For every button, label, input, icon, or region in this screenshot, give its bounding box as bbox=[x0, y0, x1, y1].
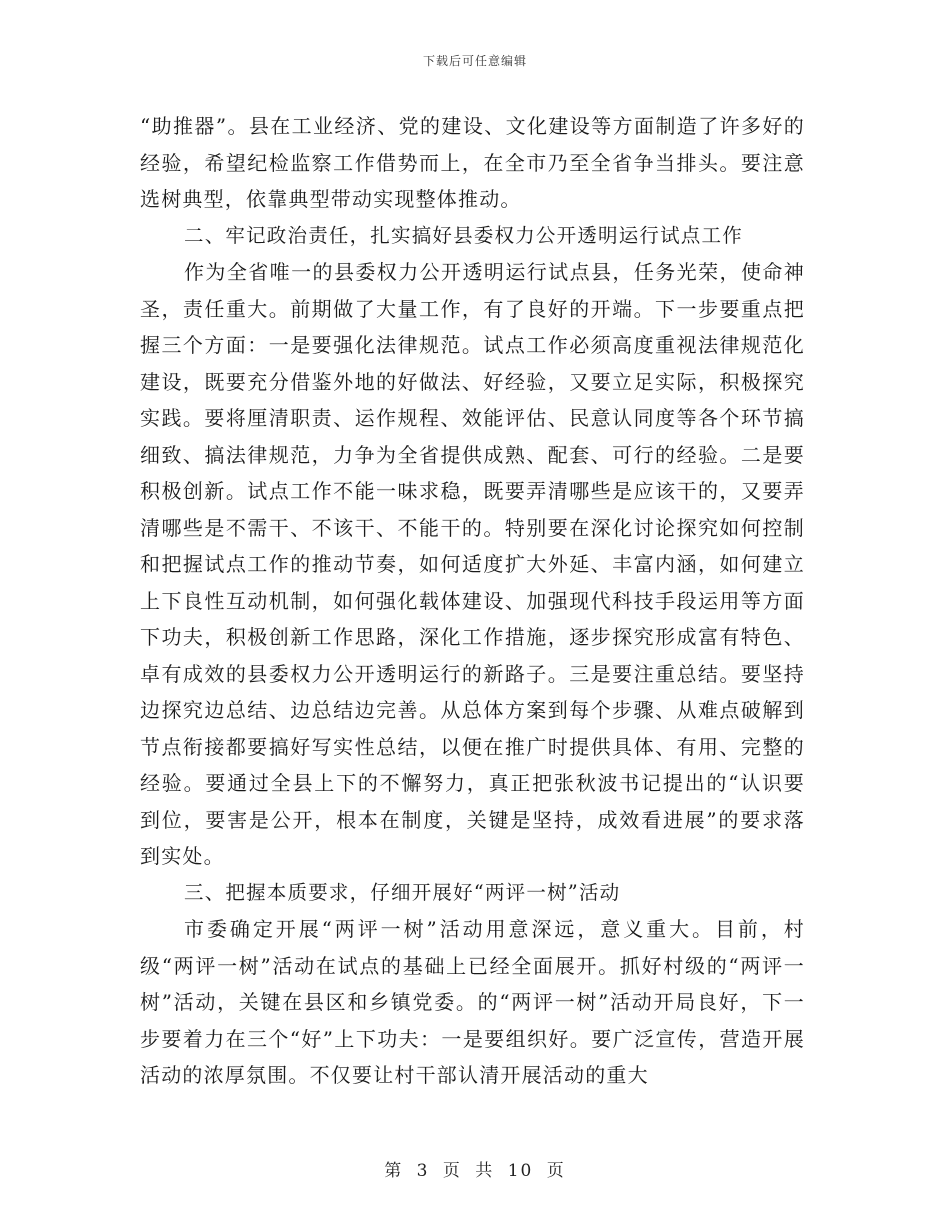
section-heading-3: 三、把握本质要求，仔细开展好“两评一树”活动 bbox=[184, 880, 621, 904]
section-heading-2: 二、牢记政治责任，扎实搞好县委权力公开透明运行试点工作 bbox=[184, 223, 743, 247]
paragraph-2: 作为全省唯一的县委权力公开透明运行试点县，任务光荣，使命神圣，责任重大。前期做了大量工作，有了良好的开端。下一步要重点把握三个方面：一是要强化法律规范。试点工作必须高度重视法律规范化建设，既要充分借鉴外地的好做法、好经验，又要立足实际，积极探究实践。要将厘清职责、运作规程、效能评估、民意认同度等各个环节搞细致、搞法律规范，力争为全省提供成熟、配套、可行的经验。二是要积极创新。试点工作不能一味求稳，既要弄清哪些是应该干的，又要弄清哪些是不需干、不该干、不能干的。特别要在深化讨论探究如何控制和把握试点工作的推动节奏，如何适度扩大外延、丰富内涵，如何建立上下良性互动机制，如何强化载体建设、加强现代科技手段运用等方面下功夫，积极创新工作思路，深化工作措施，逐步探究形成富有特色、卓有成效的县委权力公开透明运行的新路子。三是要注重总结。要坚持边探究边总结、边总结边完善。从总体方案到每个步骤、从难点破解到节点衔接都要搞好写实性总结，以便在推广时提供具体、有用、完整的经验。要通过全县上下的不懈努力，真正把张秋波书记提出的“认识要到位，要害是公开，根本在制度，关键是坚持，成效看进展”的要求落到实处。 bbox=[140, 260, 805, 868]
page-header: 下载后可任意编辑 bbox=[422, 54, 527, 68]
paragraph-1: “助推器”。县在工业经济、党的建设、文化建设等方面制造了许多好的经验，希望纪检监察工作借势而上，在全市乃至全省争当排头。要注意选树典型，依靠典型带动实现整体推动。 bbox=[140, 114, 805, 211]
paragraph-3: 市委确定开展“两评一树”活动用意深远，意义重大。目前，村级“两评一树”活动在试点的基础上已经全面展开。抓好村级的“两评一树”活动，关键在县区和乡镇党委。的“两评一树”活动开局良好，下一步要着力在三个“好”上下功夫：一是要组织好。要广泛宣传，营造开展活动的浓厚氛围。不仅要让村干部认清开展活动的重大 bbox=[140, 917, 805, 1087]
page-footer: 第 3 页 共 10 页 bbox=[384, 1161, 566, 1181]
document-body bbox=[140, 108, 805, 1094]
